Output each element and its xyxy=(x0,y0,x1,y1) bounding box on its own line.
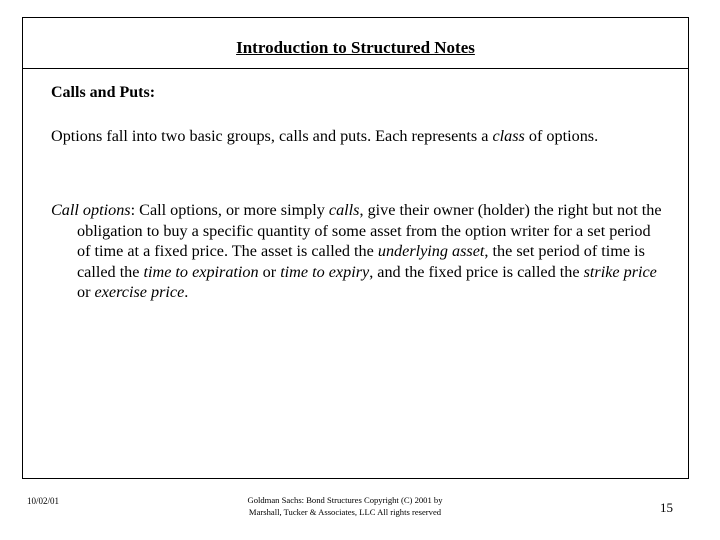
footer-copyright: Goldman Sachs: Bond Structures Copyright (C) 2001 by Marshall, Tucker & Associates, LLC All rights reserved xyxy=(247,495,443,517)
emphasis-class: class xyxy=(492,127,525,145)
emphasis-call-options: Call options xyxy=(51,201,131,219)
text-run: : Call options, or more simply xyxy=(130,201,329,219)
footer-date: 10/02/01 xyxy=(27,496,60,506)
emphasis-calls: calls xyxy=(328,201,360,219)
text-run: or xyxy=(258,262,281,281)
text-run: or xyxy=(77,283,95,301)
text-run: , and the fixed price is called the xyxy=(369,262,584,281)
paragraph-call-options xyxy=(51,200,667,303)
text-run: Options fall into two basic groups, calls and puts. Each represents a xyxy=(51,127,493,145)
slide-title: Introduction to Structured Notes xyxy=(236,38,475,57)
text-run: of options. xyxy=(524,127,599,145)
text-run: . xyxy=(184,283,189,301)
page-number: 15 xyxy=(660,500,673,515)
emphasis-time-to-expiration: time to expiration xyxy=(143,262,259,281)
text-run: , give their owner (holder) the right but not the obligation to buy a specific quantity of some asset from the option writer for a set period of time at a fixed price. The asset is called the xyxy=(77,201,662,260)
section-heading: Calls and Puts: xyxy=(51,84,156,101)
emphasis-time-to-expiry: time to expiry xyxy=(280,262,370,281)
emphasis-exercise-price: exercise price xyxy=(94,283,185,301)
paragraph-option-groups xyxy=(51,126,667,147)
text-run: , the set period of time is called the xyxy=(77,242,645,281)
title-divider xyxy=(23,68,688,69)
emphasis-strike-price: strike price xyxy=(583,262,657,281)
emphasis-underlying-asset: underlying asset xyxy=(377,242,485,260)
